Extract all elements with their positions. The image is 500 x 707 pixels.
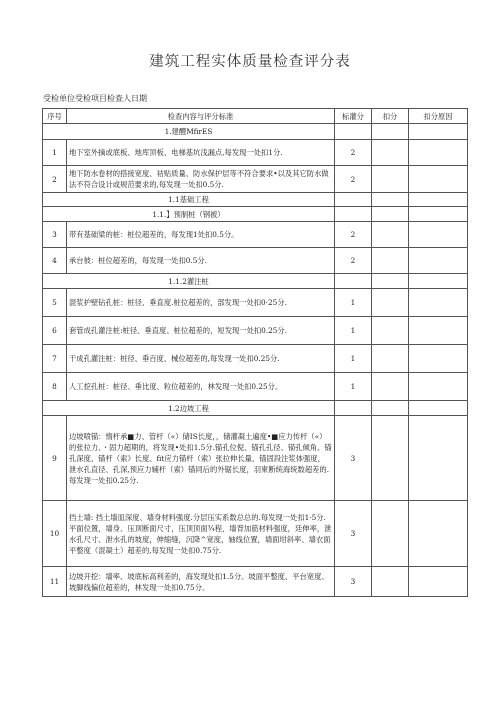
header-deduction-reason: 扣分原因 (409, 109, 468, 124)
item-content: 挡土墙: 挡土墙皿深度、墙身材料强度.分层压实系数总总的.每发现一处扣1·5分.平面位置，墙身、压顶断面尺寸，压顶顶面¾程，墙背加筋材料强度，廷伸率，泄水孔尺寸、泄水孔的坡度，伸缩缝，沉降^宽度，轴线位置，墙面坩斜率、墙衣面平整度（混凝土）超差的,每发现一处扣0.75分. (67, 501, 335, 567)
empty-cell (372, 274, 409, 289)
table-row (43, 248, 468, 274)
item-content: 混浆护壁钻孔桩：桩径、垂直度.桩位超差的，部发现一处扣0·25分. (67, 289, 335, 317)
table-header-row (43, 109, 468, 124)
item-reason-cell (409, 140, 468, 166)
table-row (43, 222, 468, 248)
section-row (43, 401, 468, 416)
section-row (43, 274, 468, 289)
item-number: 1 (43, 140, 67, 166)
item-content: 边坡开挖：墙率、坡底标高利差的，海发现处扣1.5分。坡面平整度、平台宽度、坡脚线偏位超差的，林发现一处扣0.75分。 (67, 567, 335, 597)
table-row (43, 416, 468, 501)
item-standard-score: 1 (335, 345, 372, 373)
empty-cell (372, 401, 409, 416)
item-standard-score: 1 (335, 289, 372, 317)
item-deduction-cell (372, 373, 409, 401)
empty-cell (409, 207, 468, 222)
empty-cell (335, 401, 372, 416)
section-title: 1.1基础工程 (43, 193, 335, 207)
item-number: 8 (43, 373, 67, 401)
item-content: 地下室外摘或底板、地库顶板、电梯基坑浅漏点,每发现一处扣1分. (67, 140, 335, 166)
item-number: 4 (43, 248, 67, 274)
header-content: 检查内容与评分标准 (67, 109, 335, 124)
table-row (43, 501, 468, 567)
item-deduction-cell (372, 289, 409, 317)
section-row (43, 193, 468, 207)
item-number: 5 (43, 289, 67, 317)
item-deduction-cell (372, 222, 409, 248)
empty-cell (409, 124, 468, 140)
item-content: 边坡喷锚：惰杆承■力、管杆（«）储IS长度，，储灌凝土遍度•■应力传杆（«）的张拉力、・固力超期的，将发现•处扣1.5分.锚孔位倪、锚孔孔径、锚孔倾角、锚孔深度、锚杆（索》长度、fit应力锚杆（索）张拉伸长量、锚固段注浆体强度，泄水孔直径、孔深,预应力辅杆（索）锚同后的外锯长度，羽柬断统海统数超差的.每发现一处扣0.25分. (67, 416, 335, 501)
empty-cell (409, 193, 468, 207)
page-title: 建筑工程实体质量检查评分表 (149, 54, 351, 70)
item-reason-cell (409, 373, 468, 401)
item-content: 带有基础梁的桩：桩位超差的，每发现1处扣0.5分。 (67, 222, 335, 248)
table-row (43, 166, 468, 193)
item-content: 干成孔灌注桩：桩径、垂百度、械位超差的,每发现一处扣0.25分. (67, 345, 335, 373)
empty-cell (335, 124, 372, 140)
empty-cell (372, 193, 409, 207)
item-content: 套管成孔灌注桩:桩径、垂直度、桩位超差的，短发现一处扣0.25分. (67, 317, 335, 345)
empty-cell (372, 207, 409, 222)
empty-cell (335, 207, 372, 222)
item-standard-score: 3 (335, 567, 372, 597)
empty-cell (335, 274, 372, 289)
section-row (43, 124, 468, 140)
table-row (43, 345, 468, 373)
section-title: 1.1.2灌注桩 (43, 274, 335, 289)
item-content: 地下防水卷材的搭接宽度、祜贴质量、防水保护层等不符合要求•以及其它防水做法不符合设计或规范要求的,每发现一处扣0.5分. (67, 166, 335, 193)
header-no: 序号 (43, 109, 67, 124)
table-body (43, 124, 468, 597)
item-standard-score: 2 (335, 222, 372, 248)
section-title: 1.2边坡工程 (43, 401, 335, 416)
table-row (43, 373, 468, 401)
table-row (43, 317, 468, 345)
item-number: 3 (43, 222, 67, 248)
item-number: 2 (43, 166, 67, 193)
item-number: 7 (43, 345, 67, 373)
item-deduction-cell (372, 567, 409, 597)
empty-cell (409, 274, 468, 289)
item-reason-cell (409, 345, 468, 373)
table-row (43, 289, 468, 317)
item-reason-cell (409, 317, 468, 345)
item-standard-score: 3 (335, 416, 372, 501)
item-reason-cell (409, 222, 468, 248)
item-deduction-cell (372, 416, 409, 501)
section-row (43, 207, 468, 222)
empty-cell (409, 401, 468, 416)
item-deduction-cell (372, 501, 409, 567)
item-standard-score: 1 (335, 373, 372, 401)
item-deduction-cell (372, 248, 409, 274)
item-number: 10 (43, 501, 67, 567)
item-reason-cell (409, 416, 468, 501)
empty-cell (372, 124, 409, 140)
item-deduction-cell (372, 166, 409, 193)
item-number: 11 (43, 567, 67, 597)
item-deduction-cell (372, 317, 409, 345)
item-reason-cell (409, 289, 468, 317)
item-reason-cell (409, 501, 468, 567)
item-number: 6 (43, 317, 67, 345)
table-row (43, 140, 468, 166)
item-standard-score: 2 (335, 248, 372, 274)
table-row (43, 567, 468, 597)
item-standard-score: 3 (335, 501, 372, 567)
item-content: 承台彼：桩位超差的，每发现一处扣0.5分. (67, 248, 335, 274)
item-deduction-cell (372, 140, 409, 166)
item-reason-cell (409, 166, 468, 193)
empty-cell (335, 193, 372, 207)
item-content: 人工挖孔桩：桩径、垂比度、粒位超差的，林发现一处扣0.25分。 (67, 373, 335, 401)
item-standard-score: 2 (335, 166, 372, 193)
item-standard-score: 2 (335, 140, 372, 166)
item-number: 9 (43, 416, 67, 501)
header-deduction: 扣分 (372, 109, 409, 124)
section-title: 1.建醴MfirES (43, 124, 335, 140)
header-standard-score: 标灌分 (335, 109, 372, 124)
item-reason-cell (409, 567, 468, 597)
item-standard-score: 1 (335, 317, 372, 345)
item-deduction-cell (372, 345, 409, 373)
score-table (42, 108, 468, 597)
inspection-info-line: 受检单位受检项目检查人日期 (43, 94, 147, 103)
section-title: 1.1.】预制桩（钢被） (43, 207, 335, 222)
item-reason-cell (409, 248, 468, 274)
